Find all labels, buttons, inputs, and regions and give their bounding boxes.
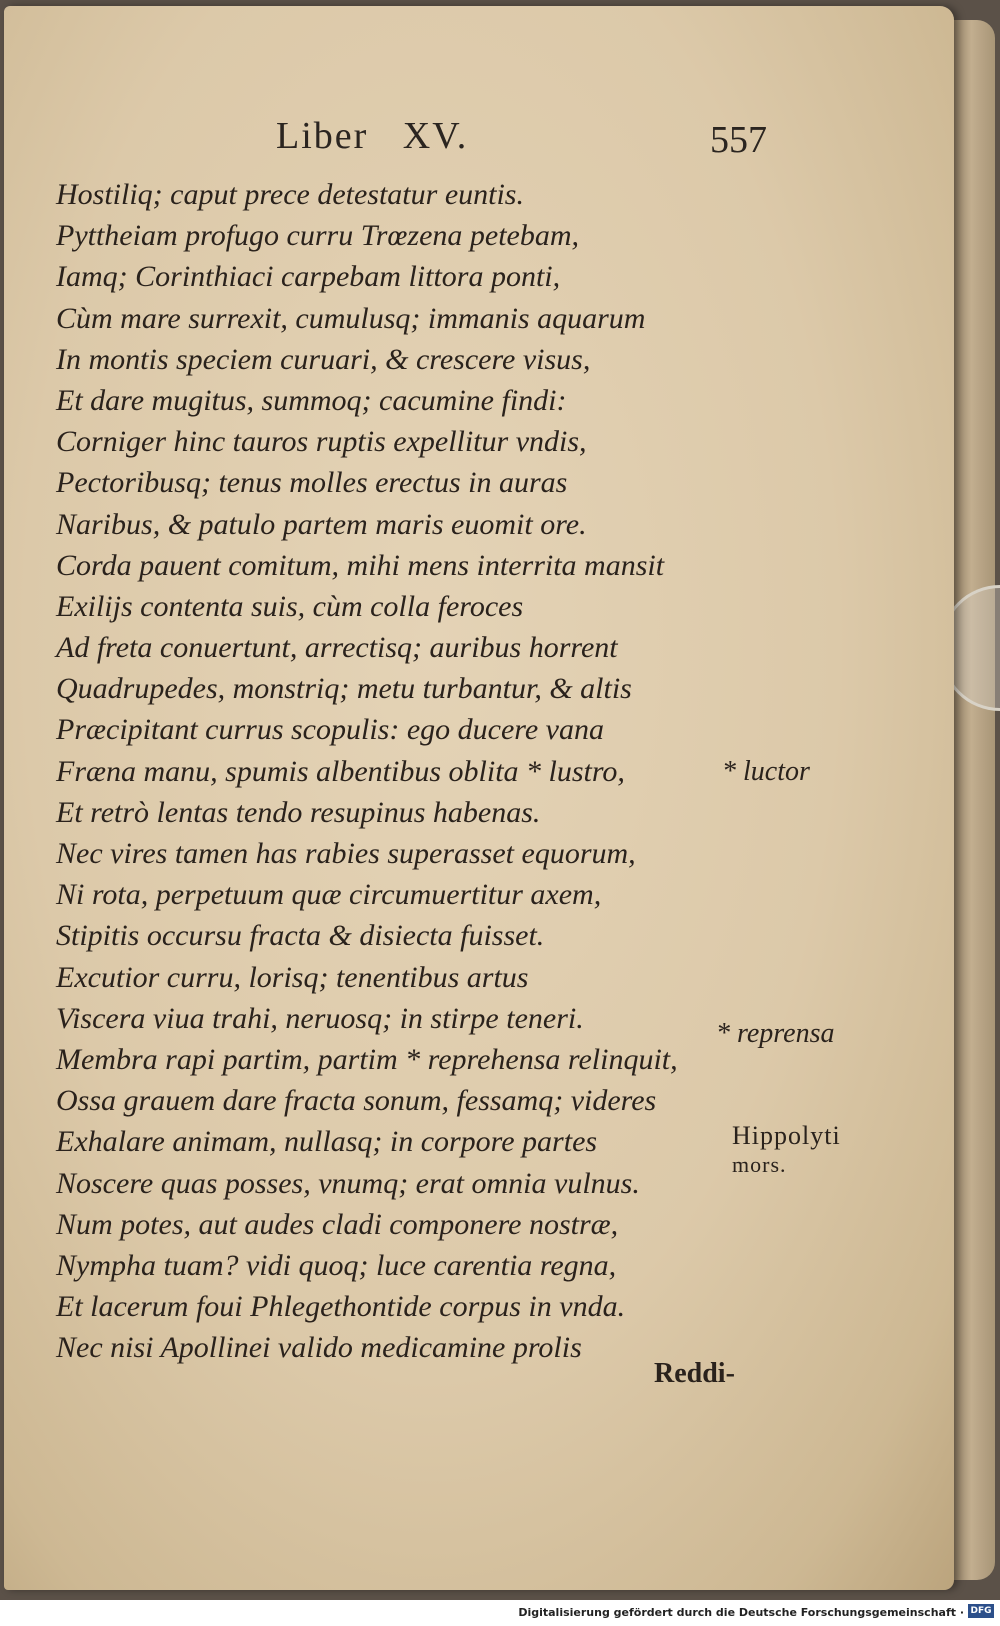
verse-line: Pyttheiam profugo curru Trœzena petebam, — [56, 219, 580, 253]
margin-note-reprensa: * reprensa — [716, 1018, 835, 1049]
digitization-credit: Digitalisierung gefördert durch die Deutsche Forschungsgemeinschaft · — [518, 1606, 964, 1619]
verse-line: Corda pauent comitum, mihi mens interrita mansit — [56, 548, 665, 582]
verse-line: Cùm mare surrexit, cumulusq; immanis aquarum — [56, 301, 646, 335]
verse-line: Et lacerum foui Phlegethontide corpus in vnda. — [56, 1290, 626, 1324]
verse-line: Quadrupedes, monstriq; metu turbantur, & altis — [56, 672, 632, 706]
verse-line: Num potes, aut audes cladi componere nostræ, — [56, 1207, 619, 1241]
verse-line: Nec nisi Apollinei valido medicamine prolis — [56, 1331, 582, 1365]
book-page — [4, 6, 954, 1590]
catchword: Reddi- — [654, 1358, 735, 1389]
verse-line: Exhalare animam, nullasq; in corpore partes — [56, 1125, 598, 1159]
margin-note-mors: mors. — [732, 1152, 787, 1177]
verse-line: Corniger hinc tauros ruptis expellitur vndis, — [56, 425, 587, 459]
verse-line: Stipitis occursu fracta & disiecta fuisset. — [56, 919, 545, 953]
running-head: Liber XV. — [276, 115, 469, 157]
verse-line: Excutior curru, lorisq; tenentibus artus — [56, 960, 529, 994]
verse-line: Fræna manu, spumis albentibus oblita * lustro, — [56, 754, 625, 788]
verse-text — [56, 174, 678, 1368]
verse-line: Præcipitant currus scopulis: ego ducere vana — [56, 713, 604, 747]
verse-line: Pectoribusq; tenus molles erectus in auras — [56, 466, 568, 500]
verse-line: Nec vires tamen has rabies superasset equorum, — [56, 837, 636, 870]
verse-line: Ni rota, perpetuum quæ circumuertitur axem, — [56, 878, 602, 912]
verse-line: Noscere quas posses, vnumq; erat omnia vulnus. — [56, 1166, 640, 1200]
verse-line: Exilijs contenta suis, cùm colla feroces — [56, 589, 524, 623]
verse-line: Membra rapi partim, partim * reprehensa relinquit, — [56, 1042, 678, 1076]
verse-line: Et dare mugitus, summoq; cacumine findi: — [56, 383, 567, 417]
verse-line: Viscera viua trahi, neruosq; in stirpe teneri. — [56, 1001, 584, 1035]
verse-line: Ossa grauem dare fracta sonum, fessamq; videres — [56, 1084, 657, 1118]
page-number: 557 — [710, 119, 767, 161]
verse-line: Iamq; Corinthiaci carpebam littora ponti, — [56, 260, 561, 294]
verse-line: In montis speciem curuari, & crescere visus, — [56, 342, 591, 376]
dfg-logo-icon: DFG — [968, 1604, 994, 1618]
verse-line: Hostiliq; caput prece detestatur euntis. — [56, 178, 524, 211]
verse-line: Ad freta conuertunt, arrectisq; auribus horrent — [56, 631, 618, 665]
verse-line: Naribus, & patulo partem maris euomit ore. — [56, 507, 587, 541]
verse-line: Et retrò lentas tendo resupinus habenas. — [56, 795, 541, 829]
verse-line: Nympha tuam? vidi quoq; luce carentia regna, — [56, 1248, 617, 1282]
margin-note-luctor: * luctor — [722, 756, 810, 787]
margin-note-hippolyti: Hippolyti — [732, 1121, 841, 1150]
